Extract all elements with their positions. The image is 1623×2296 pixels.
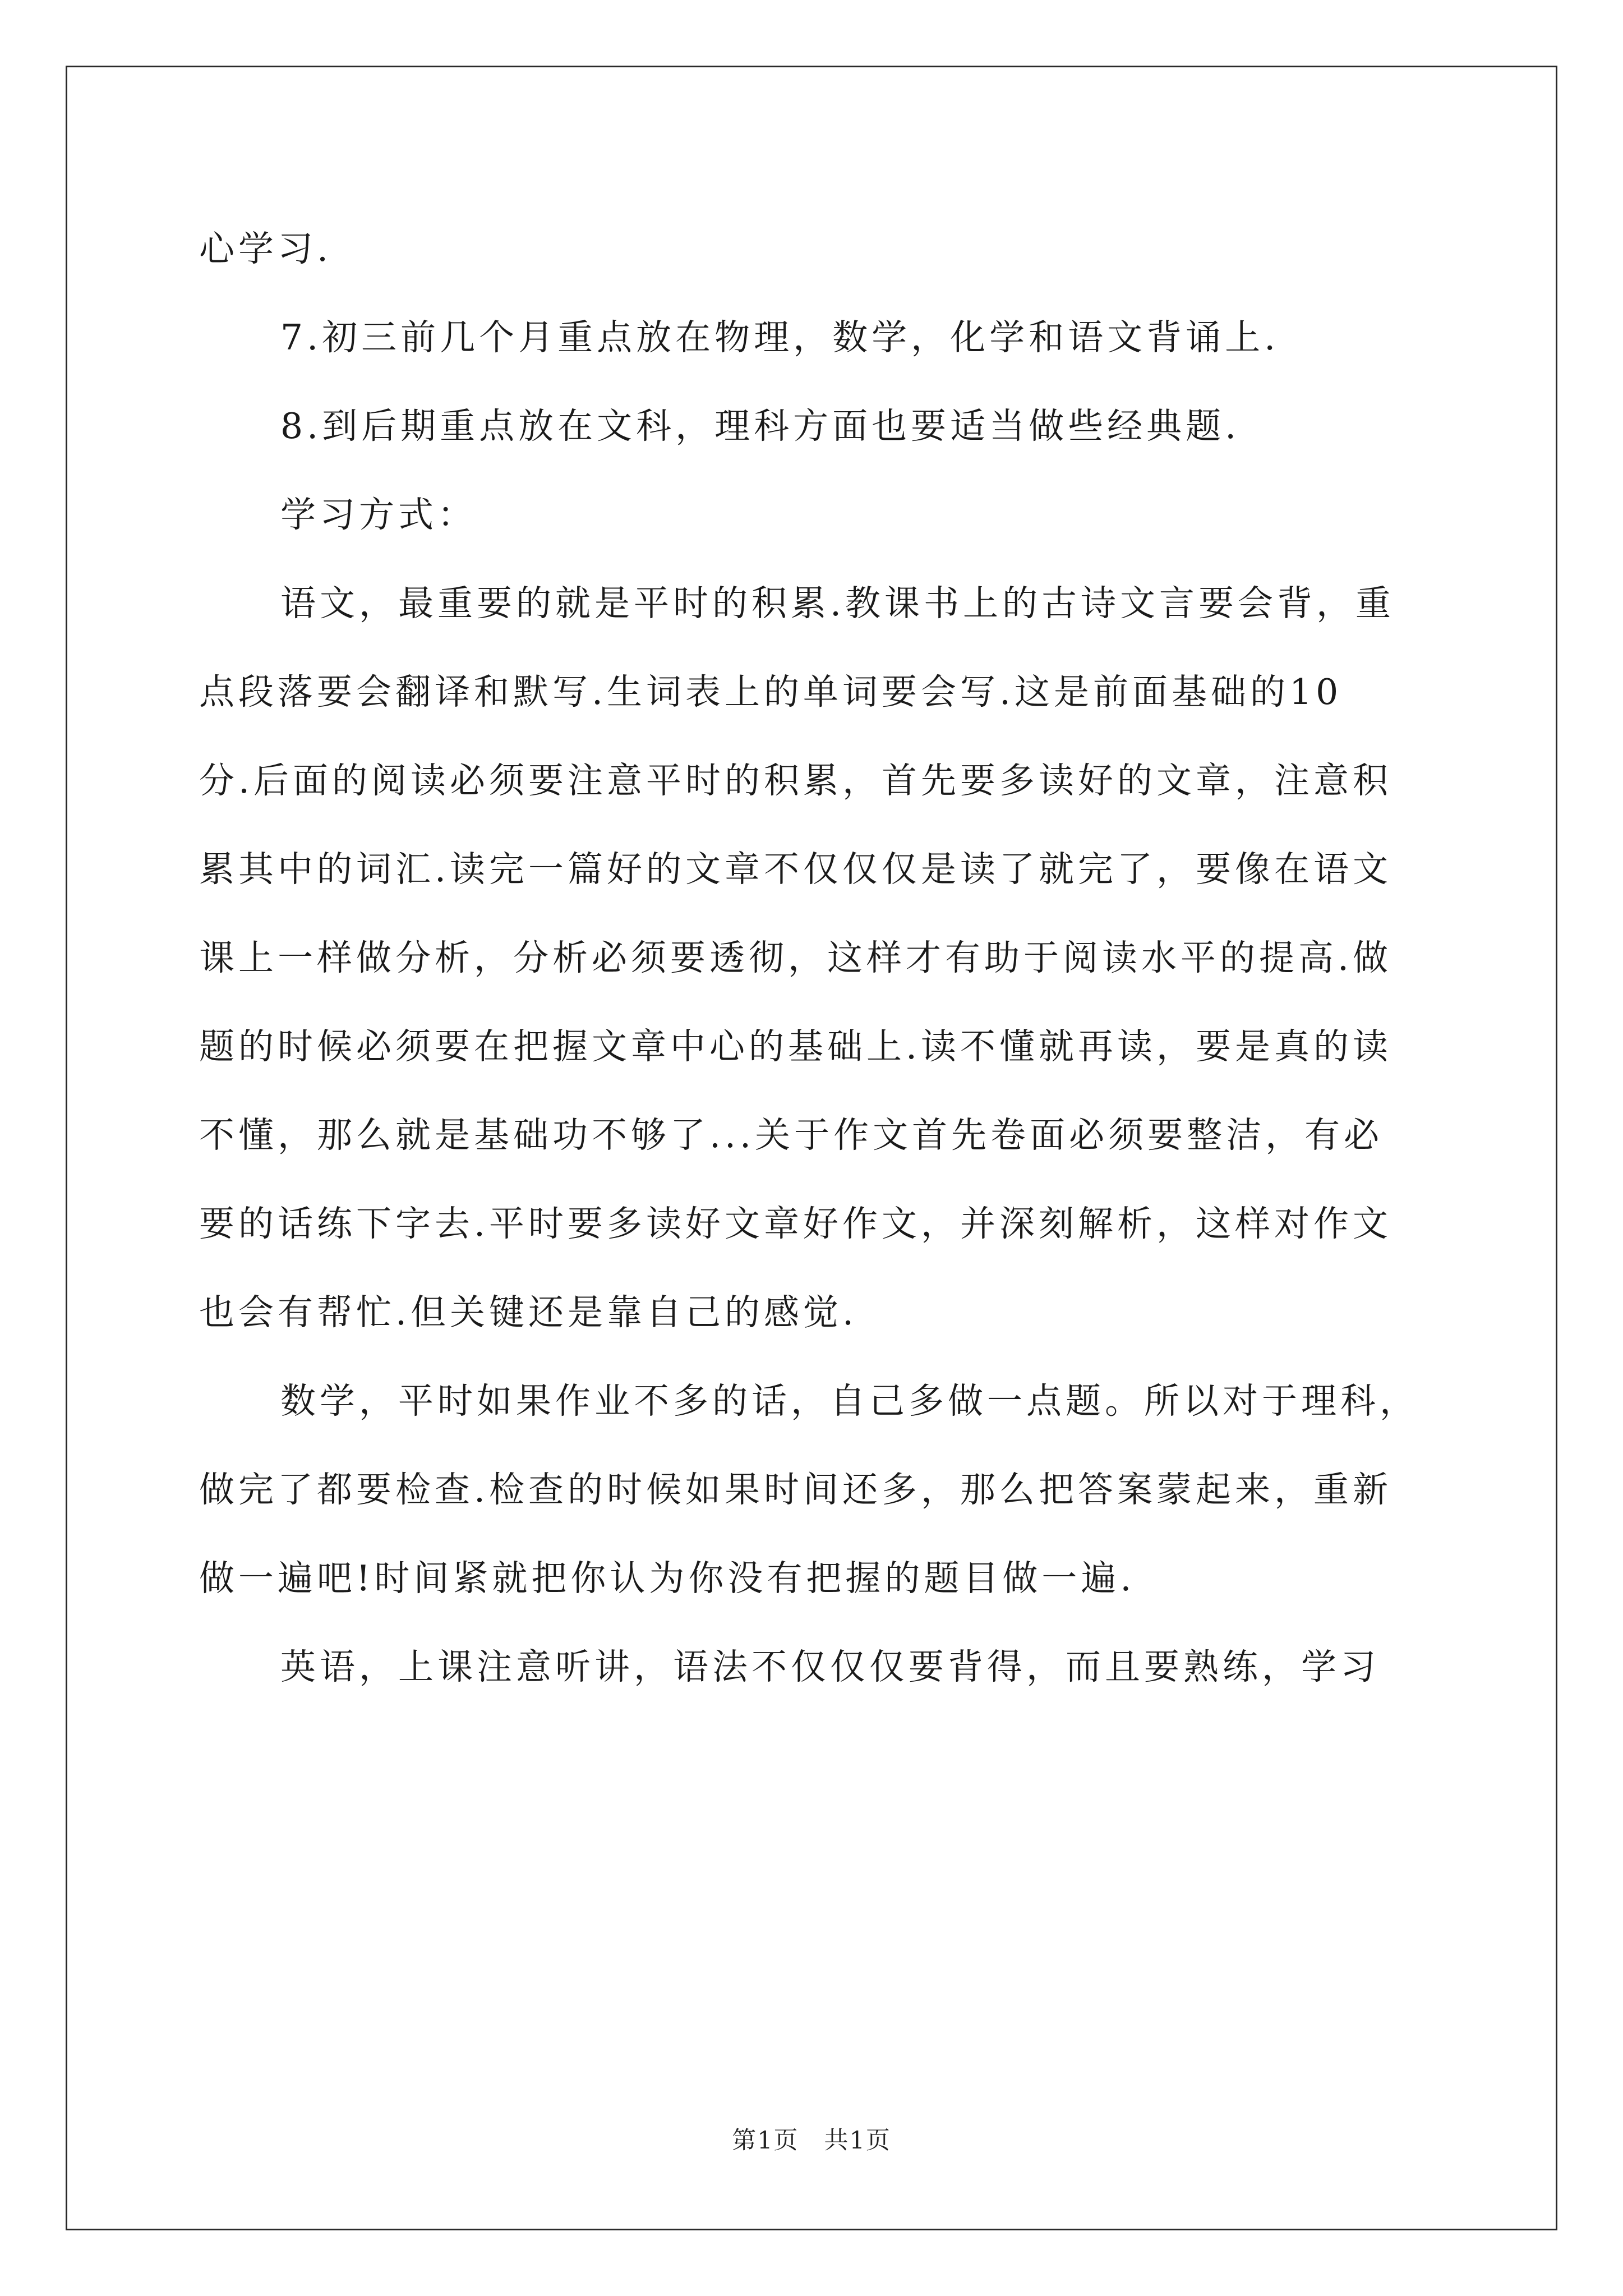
text-line: 英语，上课注意听讲，语法不仅仅仅要背得，而且要熟练，学习	[280, 1646, 1380, 1687]
text-line: 不懂，那么就是基础功不够了...关于作文首先卷面必须要整洁，有必	[199, 1115, 1384, 1156]
text-line: 7.初三前几个月重点放在物理，数学，化学和语文背诵上.	[280, 317, 1280, 358]
text-line: 题的时候必须要在把握文章中心的基础上.读不懂就再读，要是真的读	[199, 1026, 1393, 1067]
text-line: 也会有帮忙.但关键还是靠自己的感觉.	[199, 1292, 858, 1333]
text-line: 8.到后期重点放在文科，理科方面也要适当做些经典题.	[280, 406, 1241, 447]
text-line: 语文，最重要的就是平时的积累.教课书上的古诗文言要会背，重	[280, 583, 1395, 624]
text-line: 做一遍吧!时间紧就把你认为你没有把握的题目做一遍.	[199, 1558, 1136, 1599]
text-line: 分.后面的阅读必须要注意平时的积累，首先要多读好的文章，注意积	[199, 760, 1393, 801]
text-line: 做完了都要检查.检查的时候如果时间还多，那么把答案蒙起来，重新	[199, 1469, 1393, 1510]
page-number-footer: 第1页 共1页	[732, 2127, 891, 2155]
text-line: 点段落要会翻译和默写.生词表上的单词要会写.这是前面基础的10	[199, 671, 1343, 712]
document-body	[199, 205, 1433, 1711]
text-line: 数学，平时如果作业不多的话，自己多做一点题。所以对于理科，	[280, 1381, 1419, 1421]
text-line: 要的话练下字去.平时要多读好文章好作文，并深刻解析，这样对作文	[199, 1203, 1393, 1244]
text-line: 心学习.	[199, 228, 333, 269]
section-heading: 学习方式：	[280, 494, 477, 535]
text-line: 课上一样做分析，分析必须要透彻，这样才有助于阅读水平的提高.做	[199, 937, 1393, 978]
text-line: 累其中的词汇.读完一篇好的文章不仅仅仅是读了就完了，要像在语文	[199, 849, 1393, 890]
